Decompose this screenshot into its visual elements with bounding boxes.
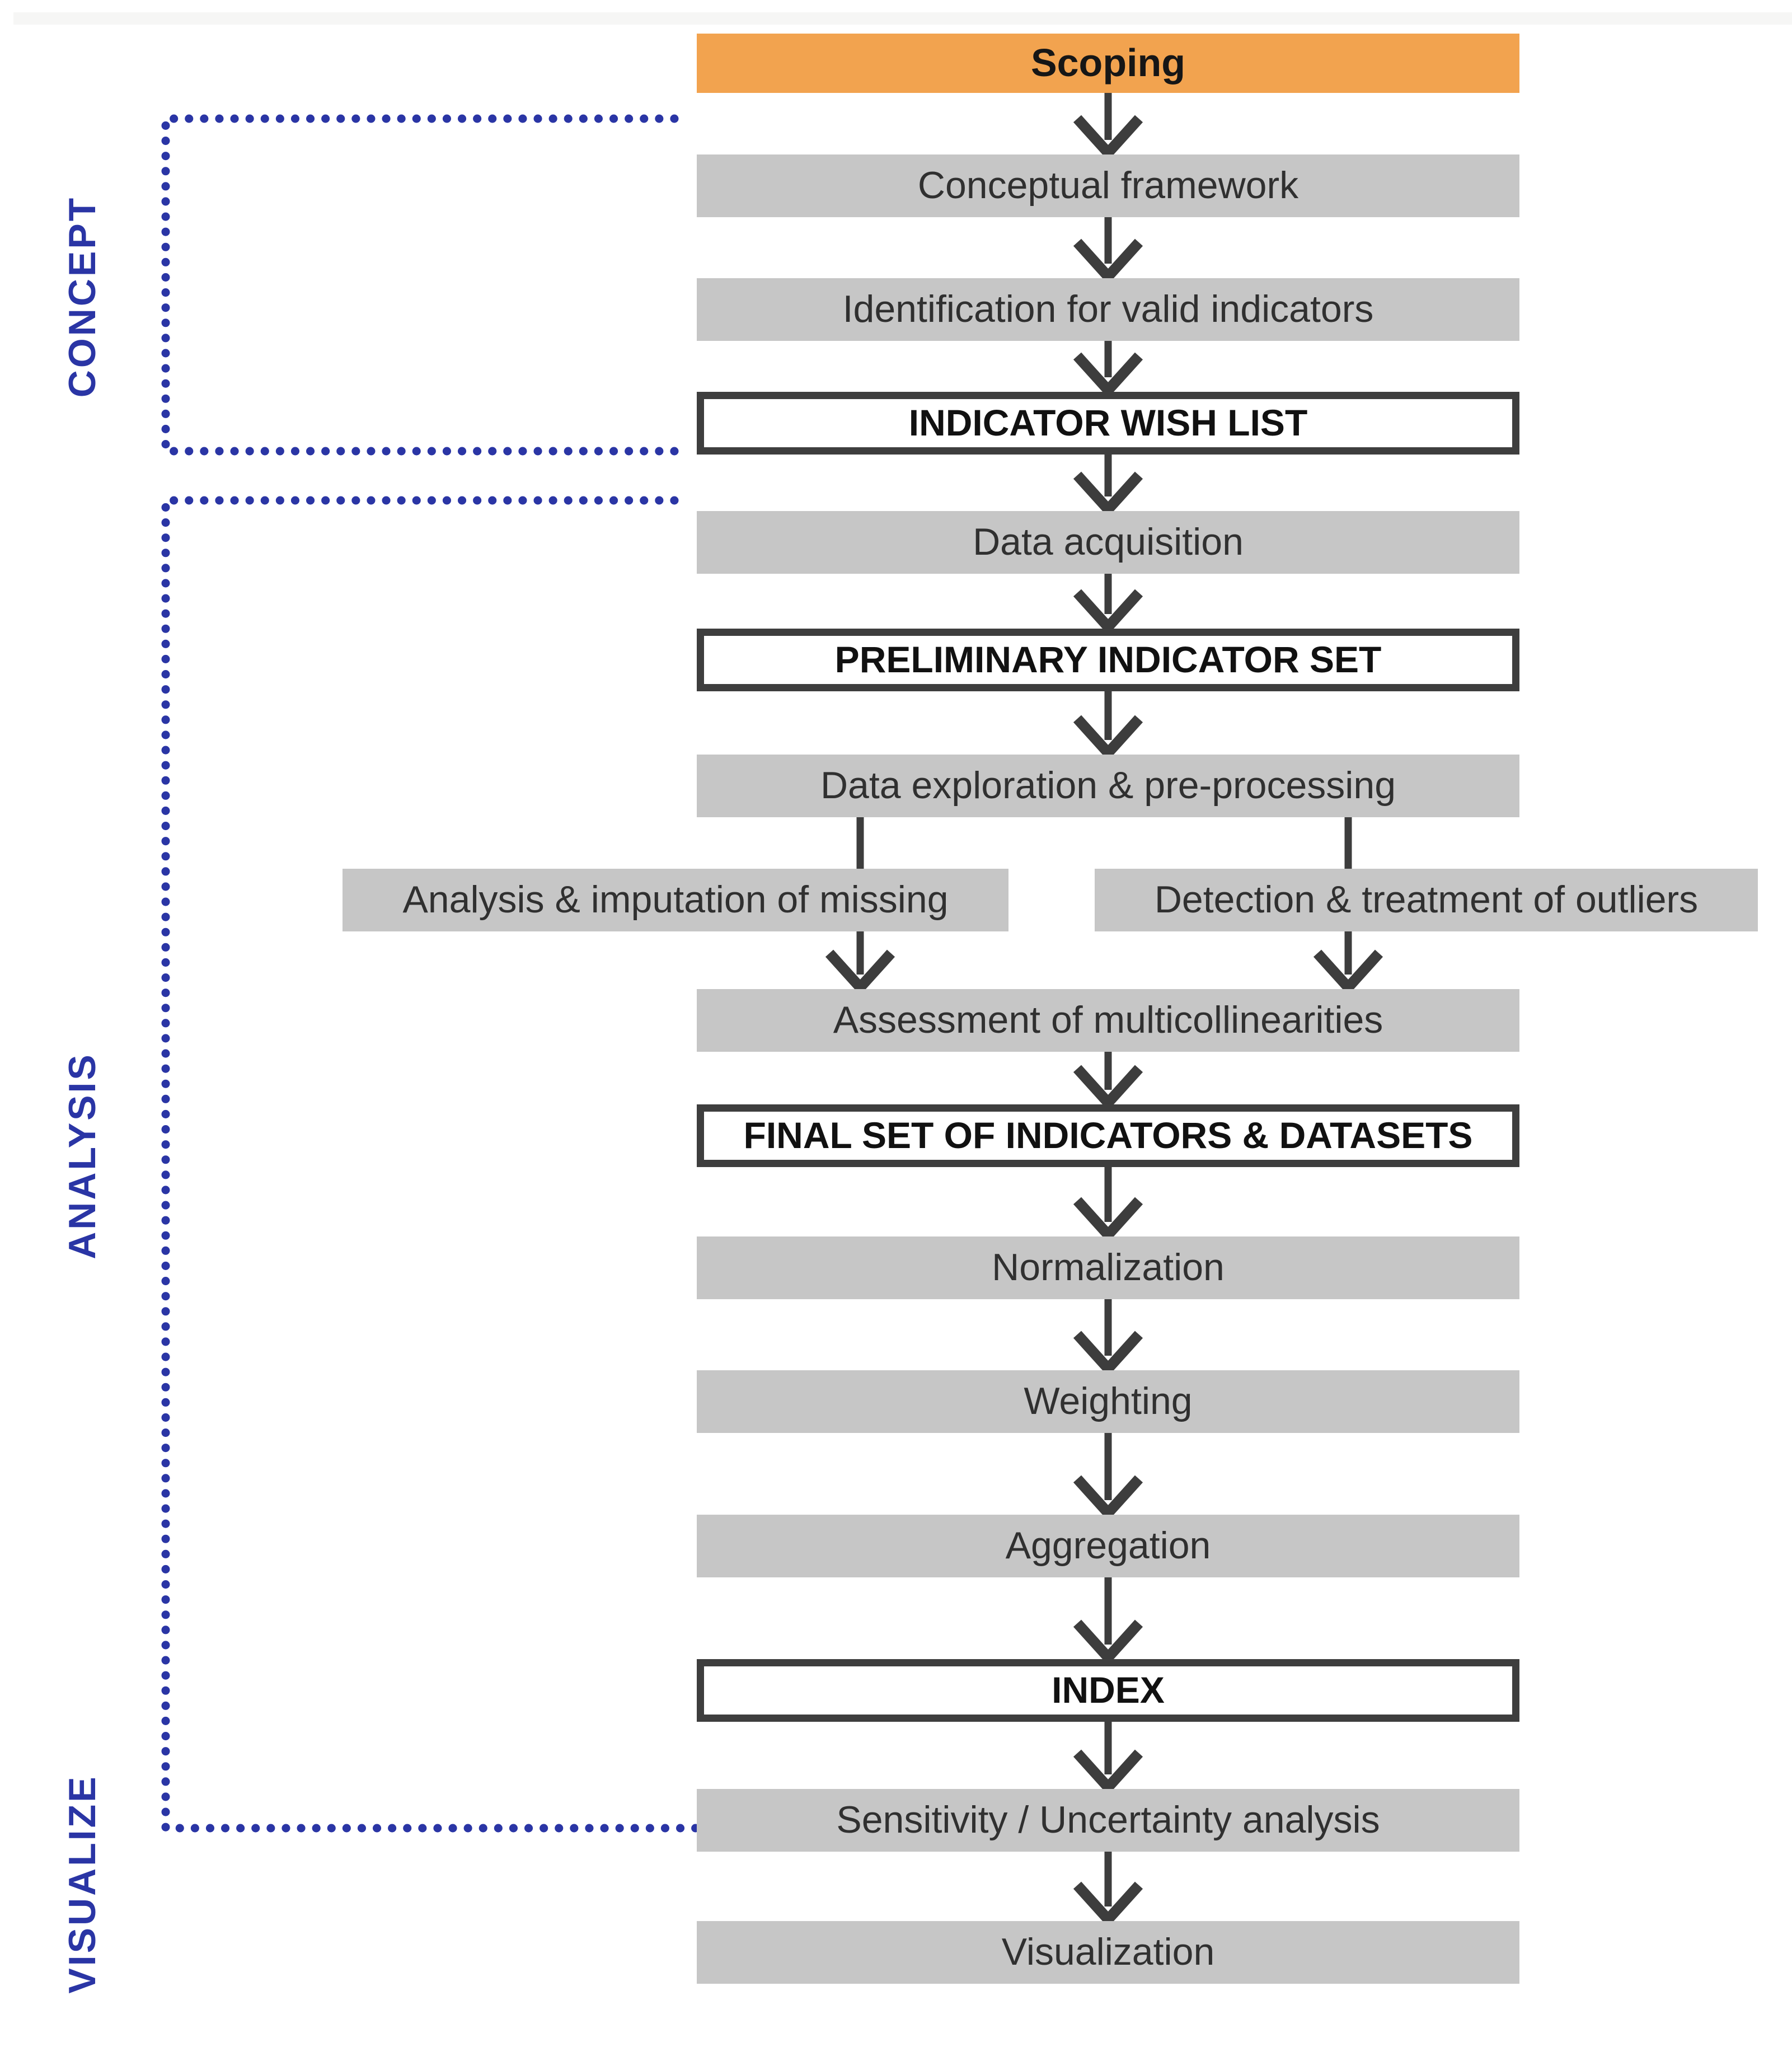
node-identification-valid-indicators: Identification for valid indicators	[697, 278, 1519, 341]
stage-label-visualize: VISUALIZE	[61, 1774, 104, 1994]
stage-label-concept: CONCEPT	[61, 195, 104, 398]
flow-arrow	[1077, 217, 1139, 277]
node-aggregation: Aggregation	[697, 1515, 1519, 1577]
flow-arrow	[1317, 931, 1379, 987]
node-visualization: Visualization	[697, 1921, 1519, 1984]
node-index: INDEX	[697, 1659, 1519, 1722]
node-indicator-wish-list: INDICATOR WISH LIST	[697, 392, 1519, 455]
node-data-exploration: Data exploration & pre-processing	[697, 755, 1519, 817]
node-sensitivity-uncertainty: Sensitivity / Uncertainty analysis	[697, 1789, 1519, 1852]
node-detection-treatment-outliers: Detection & treatment of outliers	[1095, 869, 1758, 931]
node-analysis-imputation-missing: Analysis & imputation of missing	[343, 869, 1008, 931]
node-conceptual-framework: Conceptual framework	[697, 154, 1519, 217]
flow-arrow	[1077, 1577, 1139, 1657]
concept-bracket	[166, 119, 674, 451]
flow-arrow	[1077, 1722, 1139, 1787]
node-data-acquisition: Data acquisition	[697, 511, 1519, 574]
node-weighting: Weighting	[697, 1370, 1519, 1433]
flow-arrow	[1077, 1299, 1139, 1369]
flow-arrow	[829, 931, 891, 987]
node-normalization: Normalization	[697, 1236, 1519, 1299]
flow-arrow	[1077, 1052, 1139, 1103]
flow-arrow	[1077, 341, 1139, 390]
analysis-bracket	[166, 500, 698, 1828]
node-preliminary-indicator-set: PRELIMINARY INDICATOR SET	[697, 629, 1519, 691]
node-scoping: Scoping	[697, 34, 1519, 93]
flow-arrow	[1077, 1433, 1139, 1513]
flow-arrow	[1077, 455, 1139, 509]
node-assessment-multicollinearities: Assessment of multicollinearities	[697, 989, 1519, 1052]
flow-arrow	[1077, 574, 1139, 627]
flow-arrow	[1077, 93, 1139, 153]
stage-label-analysis: ANALYSIS	[61, 1052, 104, 1259]
flow-arrow	[1077, 1167, 1139, 1235]
flow-arrow	[1077, 1852, 1139, 1919]
flow-arrow	[1077, 691, 1139, 753]
node-final-set-indicators-datasets: FINAL SET OF INDICATORS & DATASETS	[697, 1104, 1519, 1167]
